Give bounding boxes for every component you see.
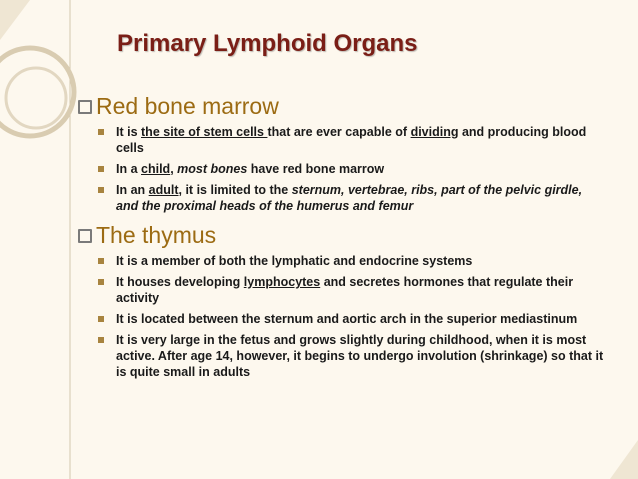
bullet-item [98, 253, 604, 269]
term-dividing: dividing [410, 125, 459, 139]
filled-square-icon [98, 166, 104, 172]
bullet-list [74, 253, 604, 380]
bullet-item [98, 311, 604, 327]
term-adult: adult [148, 183, 179, 197]
emphasis-bone-list: sternum, vertebrae, ribs, part of the pelvic girdle, and the proximal heads of the humerus and femur [116, 183, 583, 213]
bullet-text: have red bone marrow [247, 162, 385, 176]
bullet-item [98, 161, 604, 177]
bullet-text: It houses developing [116, 275, 244, 289]
bullet-text: It is [116, 125, 142, 139]
bullet-item [98, 332, 604, 380]
bullet-text: It is very large in the fetus and grows slightly during childhood, when it is most active. After age 14, however, it begins to undergo involution (shrinkage) so that it is quite small in adults [116, 333, 604, 379]
term-child: child [141, 162, 171, 176]
section-heading-text: Red bone marrow [96, 92, 279, 119]
section-red-bone-marrow [74, 90, 604, 214]
bullet-text: that are ever capable of [267, 125, 411, 139]
bullet-item [98, 124, 604, 156]
slide-title: Primary Lymphoid Organs [117, 30, 418, 57]
deco-ring-large [0, 48, 74, 136]
term-lymphocytes: lymphocytes [243, 275, 321, 289]
bullet-text: It is a member of both the lymphatic and endocrine systems [116, 254, 473, 268]
bullet-item [98, 274, 604, 306]
bullet-text: and producing blood cells [116, 125, 587, 155]
bullet-list [74, 124, 604, 214]
slide-content [74, 90, 604, 385]
bullet-text: It is located between the sternum and aortic arch in the superior mediastinum [116, 312, 578, 326]
filled-square-icon [98, 337, 104, 343]
filled-square-icon [98, 187, 104, 193]
emphasis-most-bones: most bones [177, 162, 248, 176]
section-heading [74, 90, 604, 122]
deco-corner-top-left [0, 0, 30, 40]
bullet-item [98, 182, 604, 214]
bullet-text: In an [116, 183, 149, 197]
section-heading [74, 219, 604, 251]
bullet-text: , [170, 162, 178, 176]
section-heading-text: The thymus [96, 221, 217, 248]
bullet-text: and secretes hormones that regulate their activity [116, 275, 574, 305]
filled-square-icon [98, 129, 104, 135]
deco-ring-small [6, 68, 66, 128]
checkbox-square-icon [78, 229, 92, 243]
section-thymus [74, 219, 604, 380]
term-stem-cells: the site of stem cells [141, 125, 268, 139]
checkbox-square-icon [78, 100, 92, 114]
deco-corner-bottom-right [610, 440, 638, 479]
filled-square-icon [98, 258, 104, 264]
bullet-text: , it is limited to the [178, 183, 292, 197]
bullet-text: In a [116, 162, 142, 176]
filled-square-icon [98, 279, 104, 285]
filled-square-icon [98, 316, 104, 322]
